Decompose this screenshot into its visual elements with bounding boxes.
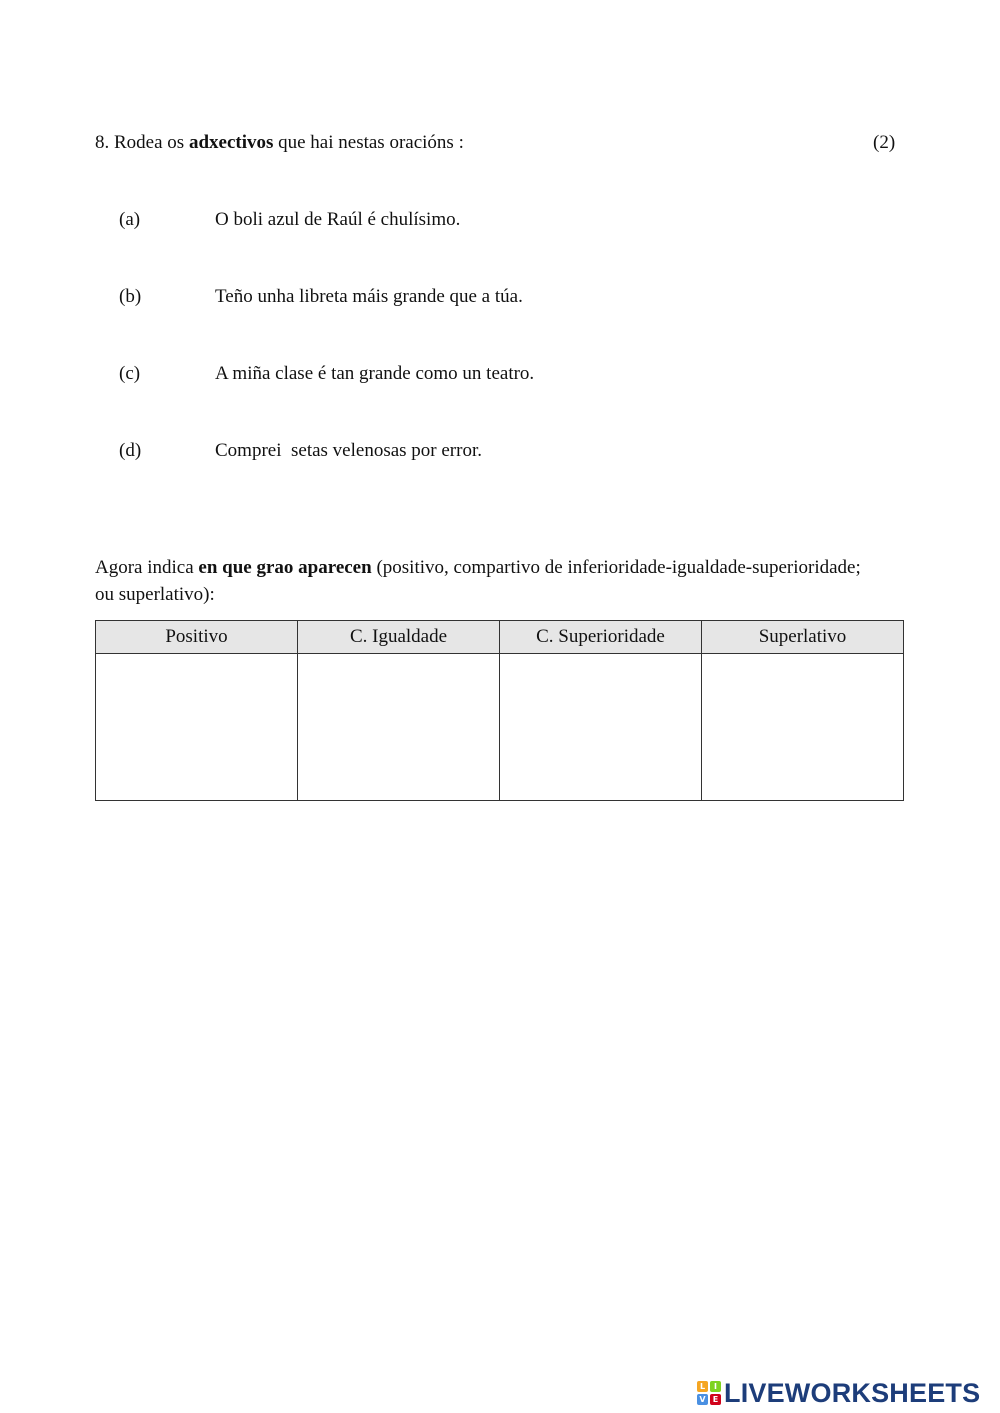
- instruction-before: Agora indica: [95, 557, 199, 578]
- item-sentence[interactable]: O boli azul de Raúl é chulísimo.: [215, 209, 461, 230]
- liveworksheets-logo[interactable]: [697, 1377, 980, 1409]
- instruction-paragraph: [95, 554, 875, 608]
- question-points: (2): [873, 132, 896, 153]
- item-sentence[interactable]: A miña clase é tan grande como un teatro.: [215, 363, 535, 384]
- answer-cell-positivo[interactable]: [96, 654, 298, 801]
- question-intro-bold: adxectivos: [188, 132, 274, 153]
- item-letter: (b): [119, 286, 142, 307]
- item-letter: (c): [119, 363, 141, 384]
- logo-text: LIVEWORKSHEETS: [724, 1377, 981, 1408]
- header-c-igualdade: C. Igualdade: [298, 621, 500, 654]
- table-header-row: [96, 621, 904, 654]
- instruction-bold: en que grao aparecen: [198, 557, 372, 578]
- item-sentence[interactable]: Comprei setas velenosas por error.: [215, 440, 482, 461]
- header-c-superioridade: C. Superioridade: [500, 621, 702, 654]
- answer-cell-c-igualdade[interactable]: [298, 654, 500, 801]
- table-row: [96, 654, 904, 801]
- item-sentence[interactable]: Teño unha libreta máis grande que a túa.: [215, 286, 523, 307]
- grade-table: [95, 620, 904, 801]
- answer-cell-superlativo[interactable]: [702, 654, 904, 801]
- question-title: [95, 132, 464, 154]
- item-letter: (d): [119, 440, 142, 461]
- answer-cell-c-superioridade[interactable]: [500, 654, 702, 801]
- item-letter: (a): [119, 209, 141, 230]
- instruction-after: (positivo, compartivo de inferioridade-igualdade-superioridade; ou superlativo):: [95, 557, 861, 605]
- question-intro-after: que hai nestas oracións :: [273, 132, 464, 153]
- header-positivo: Positivo: [96, 621, 298, 654]
- question-number: 8.: [95, 132, 110, 153]
- logo-mark-letter: E: [710, 1394, 721, 1405]
- logo-mark-letter: L: [697, 1381, 708, 1392]
- header-superlativo: Superlativo: [702, 621, 904, 654]
- logo-mark-letter: I: [710, 1381, 721, 1392]
- logo-mark-icon: [697, 1381, 721, 1405]
- question-intro-before: Rodea os: [114, 132, 189, 153]
- logo-mark-letter: V: [697, 1394, 708, 1405]
